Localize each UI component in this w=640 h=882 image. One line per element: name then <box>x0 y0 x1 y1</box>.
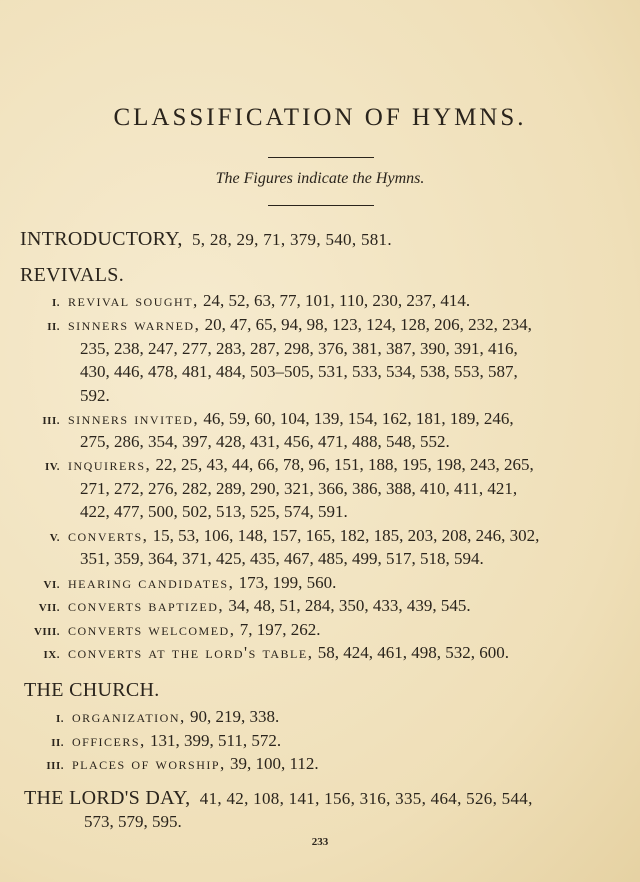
item-numbers-continued: 235, 238, 247, 277, 283, 287, 298, 376, 381, 387, 390, 391, 416, <box>80 339 518 358</box>
lords-day-label: THE LORD'S DAY, <box>24 787 191 809</box>
item-numbers: 46, 59, 60, 104, 139, 154, 162, 181, 189, 246, <box>203 409 514 428</box>
item-numeral: VI. <box>43 579 60 591</box>
item-numbers: 34, 48, 51, 284, 350, 433, 439, 545. <box>228 596 471 615</box>
lords-day-line <box>24 787 533 810</box>
item-numeral: III. <box>46 760 64 772</box>
lords-day-numbers: 41, 42, 108, 141, 156, 316, 335, 464, 526, 544, <box>199 789 533 808</box>
item-label: sinners warned, <box>68 315 201 334</box>
item-label: revival sought, <box>68 291 199 310</box>
item-label: converts welcomed, <box>68 620 236 639</box>
revivals-heading: REVIVALS. <box>20 264 125 286</box>
item-label: converts baptized, <box>68 596 225 615</box>
item-numeral: V. <box>49 532 60 544</box>
item-numeral: I. <box>55 713 64 725</box>
item-numeral: III. <box>42 415 60 427</box>
item-numeral: II. <box>47 321 60 333</box>
item-numbers: 7, 197, 262. <box>239 620 321 639</box>
item-numeral: IX. <box>43 649 60 661</box>
lords-day-numbers-continued: 573, 579, 595. <box>84 812 182 831</box>
church-item-1 <box>14 707 279 727</box>
revivals-item-6 <box>10 573 336 593</box>
revivals-item-4 <box>10 455 534 475</box>
revivals-item-2 <box>10 315 532 335</box>
item-numbers-continued: 430, 446, 478, 481, 484, 503–505, 531, 533, 534, 538, 553, 587, <box>80 362 518 381</box>
item-numbers: 39, 100, 112. <box>230 754 319 773</box>
title-rule-bottom <box>268 205 374 206</box>
introductory-label: INTRODUCTORY, <box>20 228 183 250</box>
item-numbers: 15, 53, 106, 148, 157, 165, 182, 185, 203, 208, 246, 302, <box>152 526 540 545</box>
item-numbers-continued: 275, 286, 354, 397, 428, 431, 456, 471, 488, 548, 552. <box>80 432 450 451</box>
item-numeral: I. <box>51 297 60 309</box>
item-numbers: 22, 25, 43, 44, 66, 78, 96, 151, 188, 195, 198, 243, 265, <box>155 455 534 474</box>
church-heading: THE CHURCH. <box>24 679 160 701</box>
item-label: converts, <box>68 526 149 545</box>
introductory-line <box>20 228 392 251</box>
item-numeral: VIII. <box>33 626 60 638</box>
revivals-item-9 <box>10 643 509 663</box>
item-numeral: II. <box>51 737 64 749</box>
church-item-2 <box>14 731 281 751</box>
item-numbers: 24, 52, 63, 77, 101, 110, 230, 237, 414. <box>203 291 471 310</box>
church-item-3 <box>14 754 319 774</box>
revivals-item-7 <box>10 596 471 616</box>
revivals-item-1 <box>10 291 470 311</box>
item-label: officers, <box>72 731 146 750</box>
item-label: inquirers, <box>68 455 152 474</box>
introductory-numbers: 5, 28, 29, 71, 379, 540, 581. <box>191 230 392 249</box>
subtitle: The Figures indicate the Hymns. <box>215 170 425 187</box>
revivals-item-8 <box>10 620 320 640</box>
item-numeral: IV. <box>44 461 60 473</box>
item-label: places of worship, <box>72 754 226 773</box>
revivals-item-3 <box>10 409 514 429</box>
item-numbers-continued: 271, 272, 276, 282, 289, 290, 321, 366, 386, 388, 410, 411, 421, <box>80 479 518 498</box>
item-numeral: VII. <box>38 602 60 614</box>
item-numbers: 90, 219, 338. <box>190 707 280 726</box>
title-rule-top <box>268 157 374 158</box>
item-numbers-continued: 592. <box>80 386 110 405</box>
item-label: converts at the lord's table, <box>68 643 314 662</box>
item-numbers-continued: 422, 477, 500, 502, 513, 525, 574, 591. <box>80 502 348 521</box>
page-number: 233 <box>311 836 329 848</box>
item-numbers: 20, 47, 65, 94, 98, 123, 124, 128, 206, 232, 234, <box>204 315 532 334</box>
item-numbers: 131, 399, 511, 572. <box>150 731 282 750</box>
item-label: organization, <box>72 707 186 726</box>
page-title: CLASSIFICATION OF HYMNS. <box>113 104 527 131</box>
item-label: sinners invited, <box>68 409 200 428</box>
item-numbers-continued: 351, 359, 364, 371, 425, 435, 467, 485, 499, 517, 518, 594. <box>80 549 484 568</box>
item-numbers: 58, 424, 461, 498, 532, 600. <box>317 643 509 662</box>
revivals-item-5 <box>10 526 539 546</box>
item-label: hearing candidates, <box>68 573 235 592</box>
item-numbers: 173, 199, 560. <box>238 573 337 592</box>
